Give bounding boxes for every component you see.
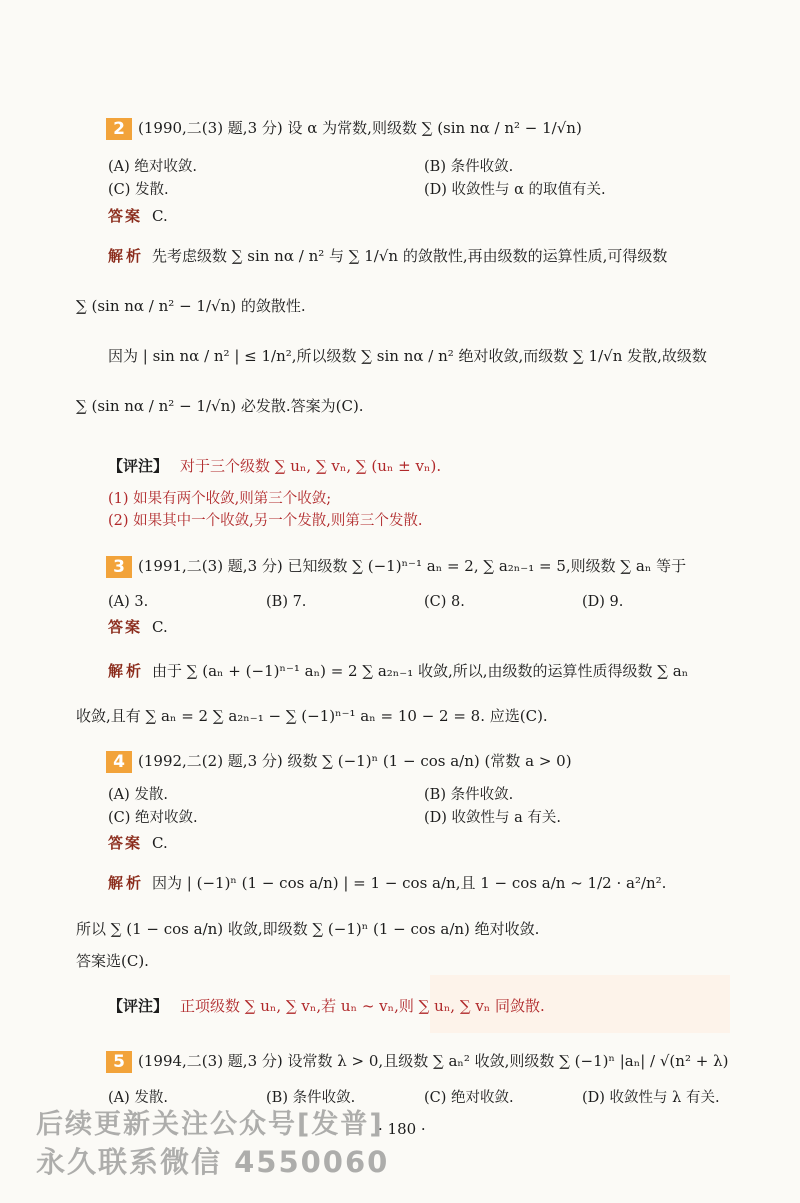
q4-analysis-line2: 所以 ∑ (1 − cos a/n) 收敛,即级数 ∑ (−1)ⁿ (1 − cos a/n) 绝对收敛. bbox=[76, 920, 540, 938]
q4-stem: 4 (1992,二(2) 题,3 分) 级数 ∑ (−1)ⁿ (1 − cos a/n) (常数 a > 0) bbox=[76, 750, 766, 773]
q5-option-b: (B) 条件收敛. bbox=[266, 1090, 356, 1106]
q3-option-b: (B) 7. bbox=[266, 594, 307, 610]
q3-analysis-line1: 解析 由于 ∑ (aₙ + (−1)ⁿ⁻¹ aₙ) = 2 ∑ a₂ₙ₋₁ 收敛,所以,由级数的运算性质得级数 ∑ aₙ bbox=[108, 662, 689, 680]
q4-number-badge: 4 bbox=[106, 751, 132, 773]
q2-analysis-line4: ∑ (sin nα / n² − 1/√n) 必发散.答案为(C). bbox=[76, 397, 364, 415]
q4-analysis-line3: 答案选(C). bbox=[76, 952, 149, 970]
q5-option-c: (C) 绝对收敛. bbox=[424, 1090, 514, 1106]
q2-analysis-line2: ∑ (sin nα / n² − 1/√n) 的敛散性. bbox=[76, 297, 306, 315]
q2-option-a: (A) 绝对收敛. bbox=[108, 159, 198, 175]
q2-analysis-line3: 因为 | sin nα / n² | ≤ 1/n²,所以级数 ∑ sin nα / n² 绝对收敛,而级数 ∑ 1/√n 发散,故级数 bbox=[108, 347, 707, 365]
q3-analysis-line2: 收敛,且有 ∑ aₙ = 2 ∑ a₂ₙ₋₁ − ∑ (−1)ⁿ⁻¹ aₙ = 10 − 2 = 8. 应选(C). bbox=[76, 707, 548, 725]
q4-option-b: (B) 条件收敛. bbox=[424, 787, 514, 803]
q2-analysis-line1: 解析 先考虑级数 ∑ sin nα / n² 与 ∑ 1/√n 的敛散性,再由级数的运算性质,可得级数 bbox=[108, 247, 668, 265]
q4-option-a: (A) 发散. bbox=[108, 787, 169, 803]
q4-answer: 答案 C. bbox=[108, 834, 168, 852]
q5-stem: 5 (1994,二(3) 题,3 分) 设常数 λ > 0,且级数 ∑ aₙ² 收敛,则级数 ∑ (−1)ⁿ |aₙ| / √(n² + λ) bbox=[76, 1050, 766, 1073]
q2-option-c: (C) 发散. bbox=[108, 182, 169, 198]
q3-option-d: (D) 9. bbox=[582, 594, 624, 610]
watermark-line1: 后续更新关注公众号[发普] bbox=[36, 1109, 384, 1140]
q5-number-badge: 5 bbox=[106, 1051, 132, 1073]
q3-answer: 答案 C. bbox=[108, 618, 168, 636]
q4-remark: 【评注】 正项级数 ∑ uₙ, ∑ vₙ,若 uₙ ~ vₙ,则 ∑ uₙ, ∑ vₙ 同敛散. bbox=[108, 997, 545, 1015]
q5-option-d: (D) 收敛性与 λ 有关. bbox=[582, 1090, 720, 1106]
q4-option-d: (D) 收敛性与 a 有关. bbox=[424, 810, 562, 826]
q2-option-b: (B) 条件收敛. bbox=[424, 159, 514, 175]
q2-remark-1: (1) 如果有两个收敛,则第三个收敛; bbox=[108, 491, 332, 507]
q3-number-badge: 3 bbox=[106, 556, 132, 578]
q3-option-a: (A) 3. bbox=[108, 594, 149, 610]
q2-option-d: (D) 收敛性与 α 的取值有关. bbox=[424, 182, 606, 198]
q5-option-a: (A) 发散. bbox=[108, 1090, 169, 1106]
watermark-line2: 永久联系微信 4550060 bbox=[36, 1145, 390, 1179]
q4-option-c: (C) 绝对收敛. bbox=[108, 810, 198, 826]
q2-stem: 2 (1990,二(3) 题,3 分) 设 α 为常数,则级数 ∑ (sin nα / n² − 1/√n) bbox=[76, 117, 766, 140]
q3-option-c: (C) 8. bbox=[424, 594, 465, 610]
page-number: · 180 · bbox=[378, 1120, 426, 1138]
q2-remark-2: (2) 如果其中一个收敛,另一个发散,则第三个发散. bbox=[108, 513, 423, 529]
q3-stem: 3 (1991,二(3) 题,3 分) 已知级数 ∑ (−1)ⁿ⁻¹ aₙ = 2, ∑ a₂ₙ₋₁ = 5,则级数 ∑ aₙ 等于 bbox=[76, 555, 766, 578]
q2-remark-head: 【评注】 对于三个级数 ∑ uₙ, ∑ vₙ, ∑ (uₙ ± vₙ). bbox=[108, 457, 442, 475]
q4-analysis-line1: 解析 因为 | (−1)ⁿ (1 − cos a/n) | = 1 − cos a/n,且 1 − cos a/n ~ 1/2 · a²/n². bbox=[108, 874, 667, 892]
q2-answer: 答案 C. bbox=[108, 207, 168, 225]
q2-number-badge: 2 bbox=[106, 118, 132, 140]
